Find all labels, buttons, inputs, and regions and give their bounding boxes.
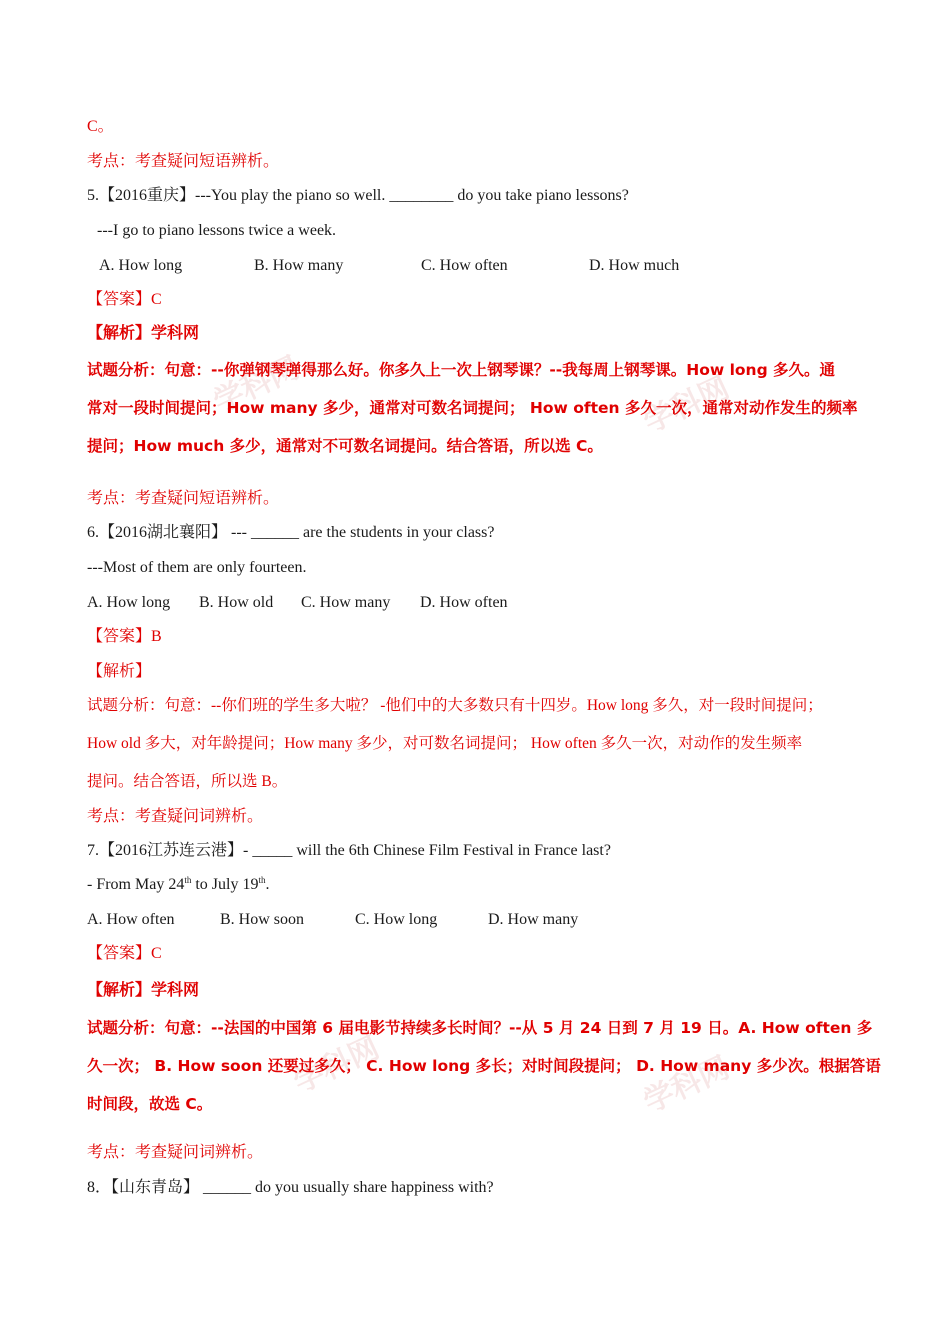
q7-answer: 【答案】C (87, 945, 162, 962)
q7-analysis-line: 试题分析：句意：--法国的中国第 6 届电影节持续多长时间？--从 5 月 24 日到 7 月 19 日。A. How often 多 (87, 1019, 873, 1037)
q6-option-c: C. How many (301, 594, 391, 611)
watermark: 学科网 (638, 370, 735, 441)
q6-stem: 6.【2016湖北襄阳】 --- ______ are the students in your class? (87, 524, 495, 541)
q7-option-b: B. How soon (220, 911, 305, 928)
q6-analysis-line: How old 多大，对年龄提问；How many 多少，对可数名词提问； How often 多久一次，对动作的发生频率 (87, 735, 803, 752)
q8-stem: 8．【山东青岛】 ______ do you usually share happiness with? (87, 1179, 494, 1196)
q7-option-c: C. How long (355, 911, 438, 928)
watermark: 学科网 (208, 350, 305, 421)
q6-analysis-line: 试题分析：句意：--你们班的学生多大啦？ -他们中的大多数只有十四岁。How long 多久，对一段时间提问； (87, 697, 823, 714)
q5-stem: 5.【2016重庆】---You play the piano so well. ________ do you take piano lessons? (87, 187, 629, 204)
q5-option-c: C. How often (421, 257, 508, 274)
q6-reply: ---Most of them are only fourteen. (87, 559, 307, 576)
q5-analysis-label: 【解析】学科网 (87, 323, 200, 342)
q7-stem: 7.【2016江苏连云港】- _____ will the 6th Chinese Film Festival in France last? (87, 842, 611, 859)
q5-option-b: B. How many (254, 257, 344, 274)
q6-analysis-line: 提问。结合答语，所以选 B。 (87, 773, 288, 790)
q6-answer: 【答案】B (87, 628, 162, 645)
q7-analysis-label: 【解析】学科网 (87, 980, 200, 999)
q5-option-a: A. How long (99, 257, 183, 274)
q6-option-d: D. How often (420, 594, 508, 611)
q7-reply: - From May 24th to July 19th. (87, 875, 270, 893)
q5-analysis-line: 常对一段时间提问；How many 多少，通常对可数名词提问； How often 多久一次，通常对动作发生的频率 (87, 399, 858, 417)
watermark: 学科网 (638, 1050, 735, 1121)
q5-reply: ---I go to piano lessons twice a week. (97, 222, 337, 239)
q5-option-d: D. How much (589, 257, 680, 274)
q6-option-b: B. How old (199, 594, 274, 611)
q7-analysis-line: 久一次； B. How soon 还要过多久； C. How long 多长；对时间段提问； D. How many 多少次。根据答语 (87, 1057, 881, 1075)
q5-analysis-line: 试题分析：句意：--你弹钢琴弹得那么好。你多久上一次上钢琴课？--我每周上钢琴课。How long 多久。通 (87, 361, 836, 379)
q5-kaodian: 考点：考查疑问短语辨析。 (87, 490, 280, 507)
watermark: 学科网 (288, 1030, 385, 1101)
q7-option-d: D. How many (488, 911, 579, 928)
q6-analysis-label: 【解析】 (87, 663, 152, 680)
q5-analysis-line: 提问；How much 多少，通常对不可数名词提问。结合答语，所以选 C。 (87, 437, 603, 455)
prev-answer-tail: C。 (87, 118, 114, 135)
prev-kaodian: 考点：考查疑问短语辨析。 (87, 153, 280, 170)
q7-analysis-line: 时间段，故选 C。 (87, 1095, 213, 1113)
q5-answer: 【答案】C (87, 291, 162, 308)
q6-option-a: A. How long (87, 594, 171, 611)
q6-kaodian: 考点：考查疑问词辨析。 (87, 808, 264, 825)
q7-option-a: A. How often (87, 911, 175, 928)
q7-kaodian: 考点：考查疑问词辨析。 (87, 1144, 264, 1161)
